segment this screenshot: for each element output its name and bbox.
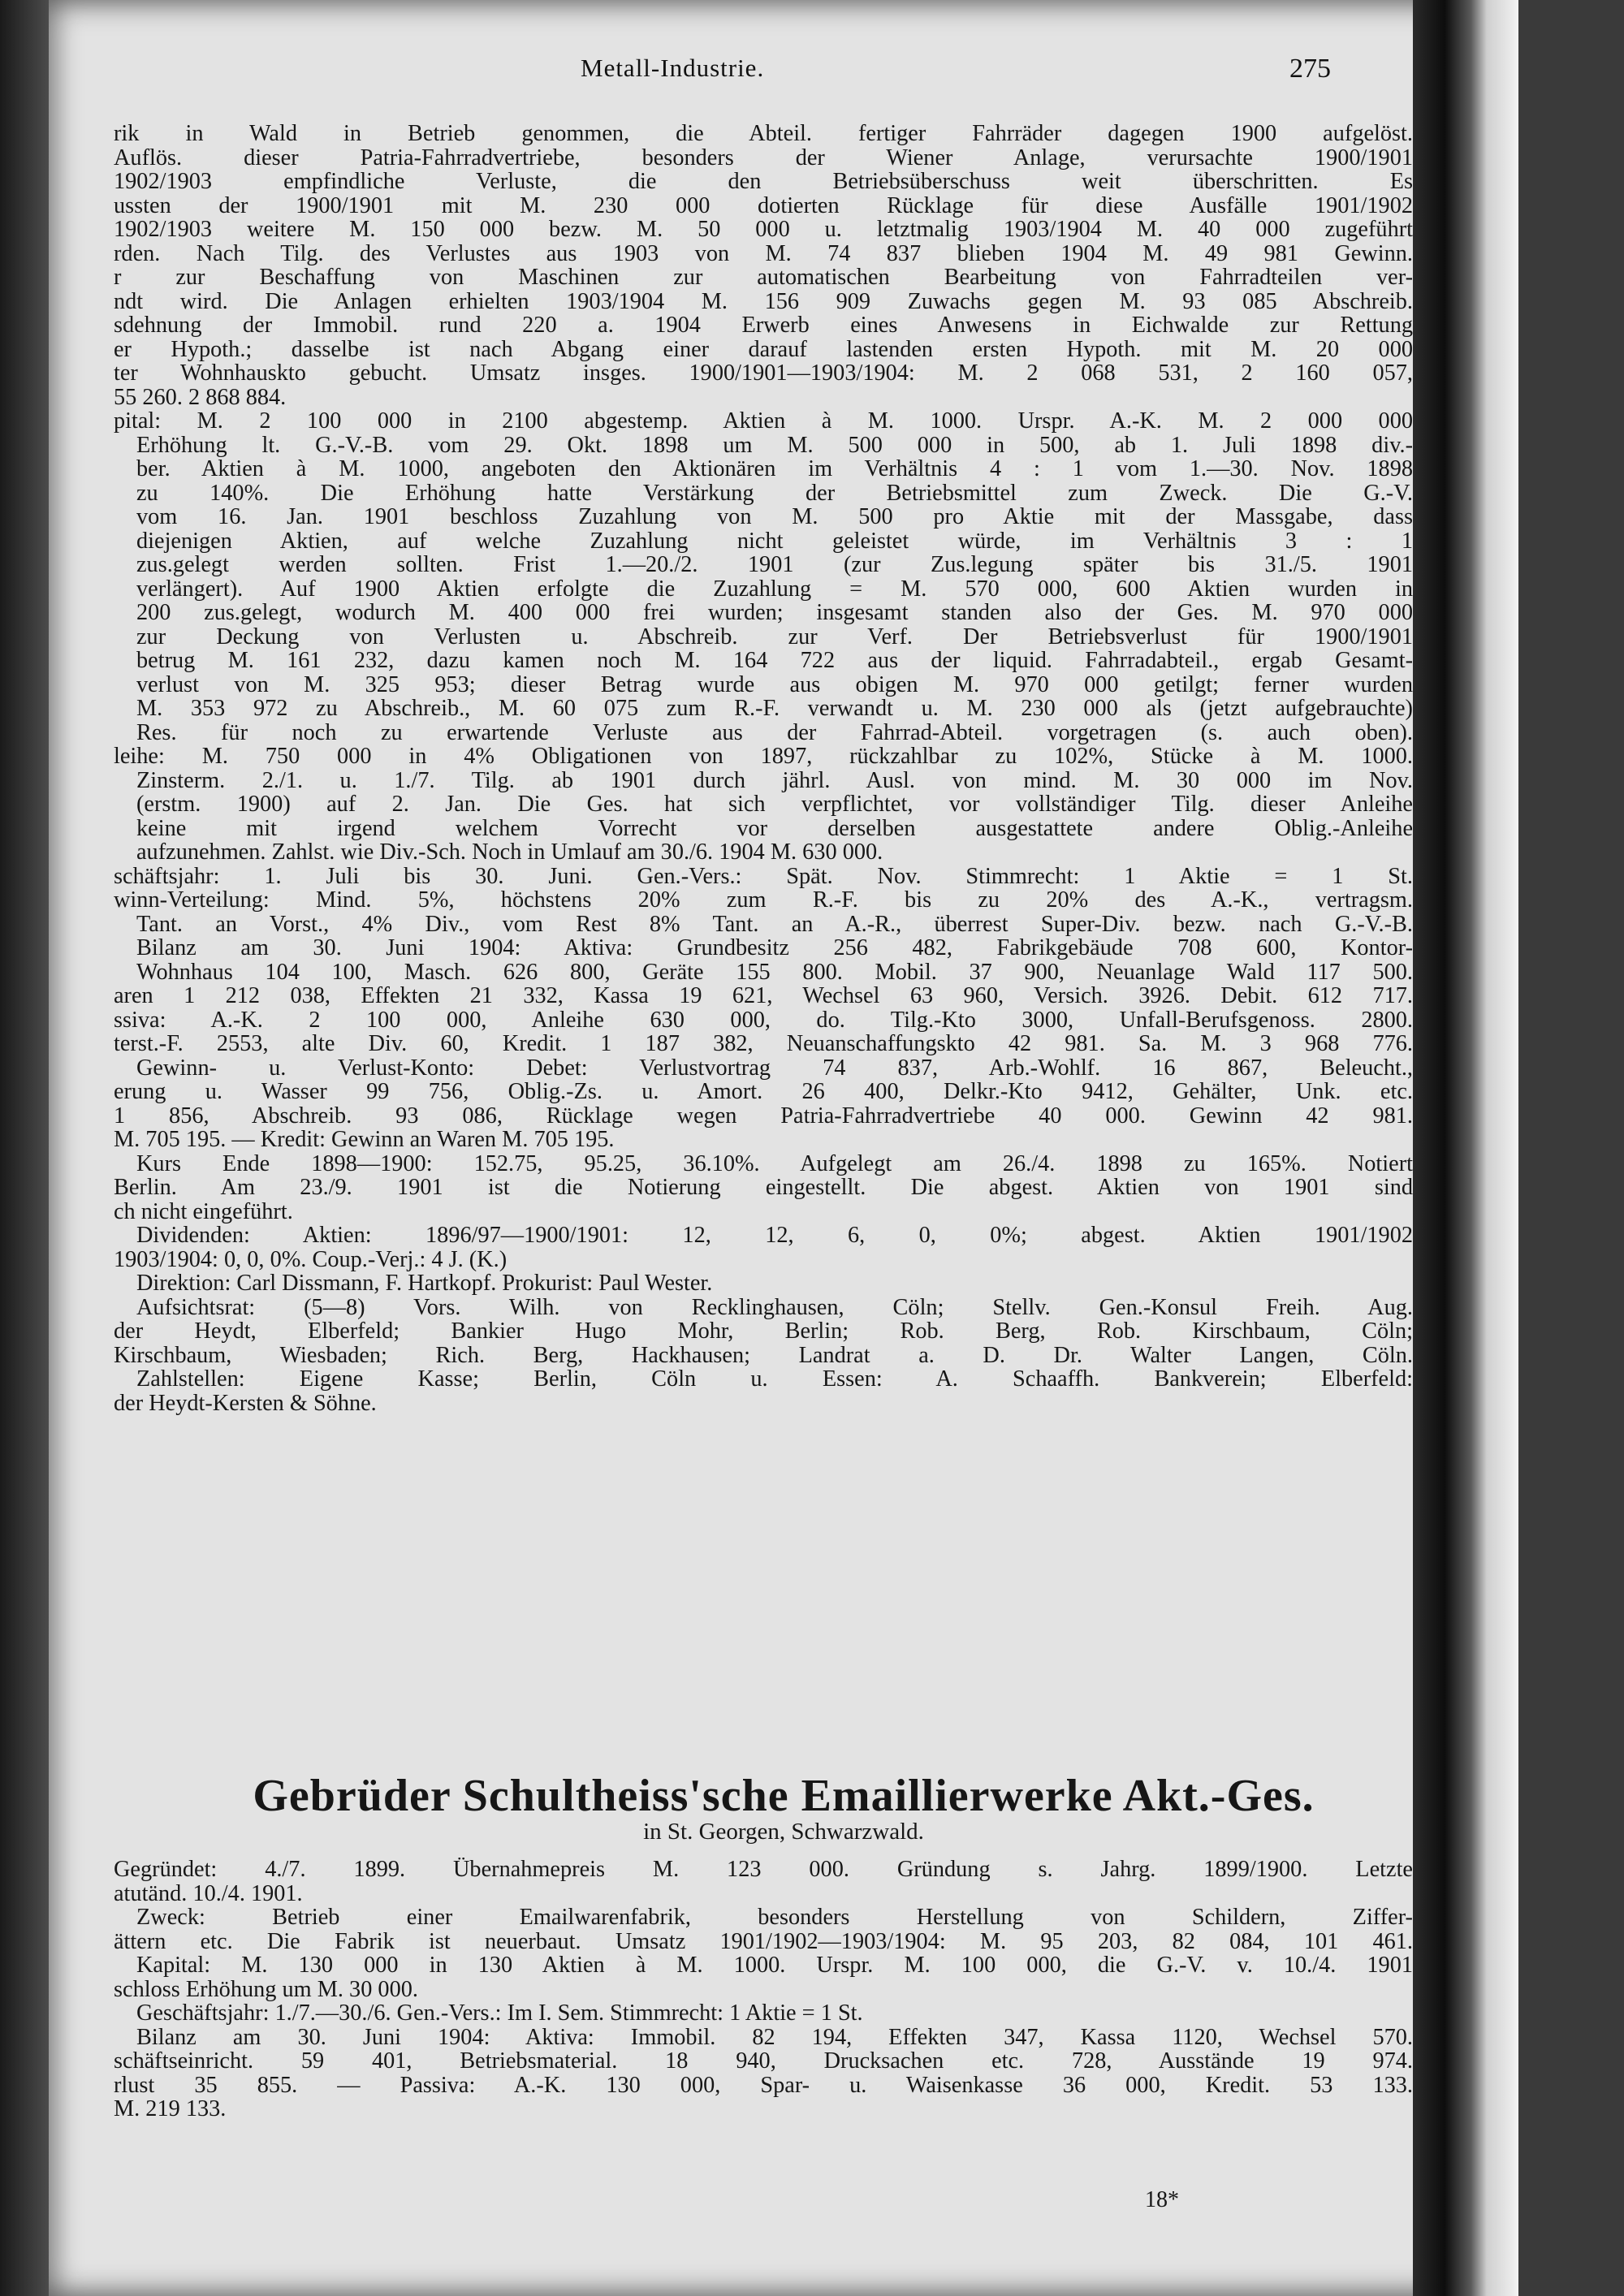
text-line: Gewinn- u. Verlust-Konto: Debet: Verlustvortrag 74 837, Arb.-Wohlf. 16 867, Beleucht.,	[136, 1055, 1413, 1080]
text-line: zus.gelegt werden sollten. Frist 1.—20./2. 1901 (zur Zus.legung später bis 31./5. 1901	[136, 553, 1413, 577]
text-line: verlängert). Auf 1900 Aktien erfolgte die Zuzahlung = M. 570 000, 600 Aktien wurden in	[136, 576, 1413, 601]
text-line: 1903/1904: 0, 0, 0%. Coup.-Verj.: 4 J. (K.)	[114, 1247, 508, 1271]
text-line: ssiva: A.-K. 2 100 000, Anleihe 630 000, do. Tilg.-Kto 3000, Unfall-Berufsgenoss. 2800.	[114, 1008, 1413, 1032]
text-line: sdehnung der Immobil. rund 220 a. 1904 Erwerb eines Anwesens in Eichwalde zur Rettung	[114, 313, 1413, 338]
text-line: rden. Nach Tilg. des Verlustes aus 1903 von M. 74 837 blieben 1904 M. 49 981 Gewinn.	[114, 241, 1413, 265]
text-line: Wohnhaus 104 100, Masch. 626 800, Geräte 155 800. Mobil. 37 900, Neuanlage Wald 117 500.	[136, 960, 1413, 984]
text-line: ter Wohnhauskto gebucht. Umsatz insges. 1900/1901—1903/1904: M. 2 068 531, 2 160 057,	[114, 361, 1413, 386]
text-line: Auflös. dieser Patria-Fahrradvertriebe, besonders der Wiener Anlage, verursachte 1900/1901	[114, 145, 1413, 170]
text-line: Dividenden: Aktien: 1896/97—1900/1901: 12, 12, 6, 0, 0%; abgest. Aktien 1901/1902	[136, 1224, 1413, 1248]
running-head	[49, 54, 1518, 86]
text-line: Tant. an Vorst., 4% Div., vom Rest 8% Tant. an A.-R., überrest Super-Div. bezw. nach G.-V.-B.	[136, 912, 1413, 936]
text-line: rlust 35 855. — Passiva: A.-K. 130 000, Spar- u. Waisenkasse 36 000, Kredit. 53 133.	[114, 2073, 1413, 2097]
text-line: verlust von M. 325 953; dieser Betrag wurde aus obigen M. 970 000 getilgt; ferner wurden	[136, 672, 1413, 697]
text-line: keine mit irgend welchem Vorrecht vor derselben ausgestattete andere Oblig.-Anleihe	[136, 816, 1413, 840]
text-line: aufzunehmen. Zahlst. wie Div.-Sch. Noch in Umlauf am 30./6. 1904 M. 630 000.	[136, 840, 883, 865]
text-line: Geschäftsjahr: 1./7.—30./6. Gen.-Vers.: Im I. Sem. Stimmrecht: 1 Aktie = 1 St.	[136, 2001, 863, 2026]
text-line: erung u. Wasser 99 756, Oblig.-Zs. u. Amort. 26 400, Delkr.-Kto 9412, Gehälter, Unk. etc.	[114, 1080, 1413, 1104]
running-head-title: Metall-Industrie.	[581, 54, 765, 82]
text-line: Zahlstellen: Eigene Kasse; Berlin, Cöln u. Essen: A. Schaaffh. Bankverein; Elberfeld:	[136, 1367, 1413, 1392]
text-line: zu 140%. Die Erhöhung hatte Verstärkung der Betriebsmittel zum Zweck. Die G.-V.	[136, 481, 1413, 505]
text-line: M. 219 133.	[114, 2097, 227, 2121]
text-line: Bilanz am 30. Juni 1904: Aktiva: Immobil. 82 194, Effekten 347, Kassa 1120, Wechsel 570.	[136, 2025, 1413, 2049]
text-line: 1 856, Abschreib. 93 086, Rücklage wegen Patria-Fahrradvertriebe 40 000. Gewinn 42 981.	[114, 1103, 1413, 1128]
book-page	[49, 0, 1518, 2296]
text-line: schäftsjahr: 1. Juli bis 30. Juni. Gen.-Vers.: Spät. Nov. Stimmrecht: 1 Aktie = 1 St.	[114, 864, 1413, 888]
text-line: der Heydt-Kersten & Söhne.	[114, 1391, 377, 1415]
text-line: M. 705 195. — Kredit: Gewinn an Waren M. 705 195.	[114, 1128, 615, 1152]
text-line: Zinsterm. 2./1. u. 1./7. Tilg. ab 1901 durch jährl. Ausl. von mind. M. 30 000 im Nov.	[136, 768, 1413, 792]
company-location: in St. Georgen, Schwarzwald.	[643, 1819, 924, 1845]
text-line: ber. Aktien à M. 1000, angeboten den Aktionären im Verhältnis 4 : 1 vom 1.—30. Nov. 1898	[136, 457, 1413, 481]
scan-left-edge	[0, 0, 49, 2296]
company-entry-text-2	[114, 1858, 1413, 2121]
text-line: ndt wird. Die Anlagen erhielten 1903/1904 M. 156 909 Zuwachs gegen M. 93 085 Abschreib.	[114, 289, 1413, 313]
text-line: vom 16. Jan. 1901 beschloss Zuzahlung von M. 500 pro Aktie mit der Massgabe, dass	[136, 505, 1413, 529]
text-line: pital: M. 2 100 000 in 2100 abgestemp. Aktien à M. 1000. Urspr. A.-K. M. 2 000 000	[114, 409, 1413, 434]
text-line: schäftseinricht. 59 401, Betriebsmaterial. 18 940, Drucksachen etc. 728, Ausstände 19 974.	[114, 2049, 1413, 2074]
text-line: Erhöhung lt. G.-V.-B. vom 29. Okt. 1898 um M. 500 000 in 500, ab 1. Juli 1898 div.-	[136, 433, 1413, 457]
company-entry-text	[114, 122, 1413, 1415]
text-line: Res. für noch zu erwartende Verluste aus der Fahrrad-Abteil. vorgetragen (s. auch oben).	[136, 720, 1413, 744]
scan-right-edge	[1413, 0, 1518, 2296]
text-line: (erstm. 1900) auf 2. Jan. Die Ges. hat sich verpflichtet, vor vollständiger Tilg. dieser Anleihe	[136, 792, 1413, 817]
text-line: Kapital: M. 130 000 in 130 Aktien à M. 1000. Urspr. M. 100 000, die G.-V. v. 10./4. 1901	[136, 1953, 1413, 1978]
text-line: ussten der 1900/1901 mit M. 230 000 dotierten Rücklage für diese Ausfälle 1901/1902	[114, 193, 1413, 218]
text-line: 1902/1903 weitere M. 150 000 bezw. M. 50 000 u. letztmalig 1903/1904 M. 40 000 zugeführt	[114, 218, 1413, 242]
text-line: winn-Verteilung: Mind. 5%, höchstens 20% zum R.-F. bis zu 20% des A.-K., vertragsm.	[114, 888, 1413, 913]
text-line: Bilanz am 30. Juni 1904: Aktiva: Grundbesitz 256 482, Fabrikgebäude 708 600, Kontor-	[136, 936, 1413, 960]
page-number: 275	[1289, 54, 1331, 84]
text-line: zur Deckung von Verlusten u. Abschreib. zur Verf. Der Betriebsverlust für 1900/1901	[136, 624, 1413, 649]
text-line: ättern etc. Die Fabrik ist neuerbaut. Umsatz 1901/1902—1903/1904: M. 95 203, 82 084, 101 461.	[114, 1929, 1413, 1953]
text-line: Direktion: Carl Dissmann, F. Hartkopf. Prokurist: Paul Wester.	[136, 1271, 713, 1296]
signature-mark: 18*	[1145, 2187, 1179, 2212]
text-line: 55 260. 2 868 884.	[114, 385, 287, 409]
text-line: diejenigen Aktien, auf welche Zuzahlung nicht geleistet würde, im Verhältnis 3 : 1	[136, 529, 1413, 553]
text-line: rik in Wald in Betrieb genommen, die Abteil. fertiger Fahrräder dagegen 1900 aufgelöst.	[114, 122, 1413, 146]
text-line: atutänd. 10./4. 1901.	[114, 1881, 303, 1905]
text-line: Gegründet: 4./7. 1899. Übernahmepreis M. 123 000. Gründung s. Jahrg. 1899/1900. Letzte	[114, 1858, 1413, 1882]
text-line: M. 353 972 zu Abschreib., M. 60 075 zum R.-F. verwandt u. M. 230 000 als (jetzt aufgebrauchte)	[136, 697, 1413, 721]
text-line: Aufsichtsrat: (5—8) Vors. Wilh. von Recklinghausen, Cöln; Stellv. Gen.-Konsul Freih. Aug.	[136, 1295, 1413, 1319]
text-line: r zur Beschaffung von Maschinen zur automatischen Bearbeitung von Fahrradteilen ver-	[114, 265, 1413, 290]
text-line: 1902/1903 empfindliche Verluste, die den Betriebsüberschuss weit überschritten. Es	[114, 170, 1413, 194]
company-title: Gebrüder Schultheiss'sche Emaillierwerke Akt.-Ges.	[253, 1771, 1315, 1821]
text-line: schloss Erhöhung um M. 30 000.	[114, 1977, 418, 2001]
text-line: Berlin. Am 23./9. 1901 ist die Notierung eingestellt. Die abgest. Aktien von 1901 sind	[114, 1176, 1413, 1200]
text-line: Kurs Ende 1898—1900: 152.75, 95.25, 36.10%. Aufgelegt am 26./4. 1898 zu 165%. Notiert	[136, 1151, 1413, 1176]
text-line: ch nicht eingeführt.	[114, 1199, 293, 1224]
text-line: Zweck: Betrieb einer Emailwarenfabrik, besonders Herstellung von Schildern, Ziffer-	[136, 1905, 1413, 1930]
text-line: 200 zus.gelegt, wodurch M. 400 000 frei wurden; insgesamt standen also der Ges. M. 970 000	[136, 601, 1413, 625]
text-line: betrug M. 161 232, dazu kamen noch M. 164 722 aus der liquid. Fahrradabteil., ergab Gesamt-	[136, 649, 1413, 673]
text-line: Kirschbaum, Wiesbaden; Rich. Berg, Hackhausen; Landrat a. D. Dr. Walter Langen, Cöln.	[114, 1343, 1413, 1367]
text-line: der Heydt, Elberfeld; Bankier Hugo Mohr, Berlin; Rob. Berg, Rob. Kirschbaum, Cöln;	[114, 1319, 1413, 1344]
text-line: terst.-F. 2553, alte Div. 60, Kredit. 1 187 382, Neuanschaffungskto 42 981. Sa. M. 3 968 776.	[114, 1032, 1413, 1056]
text-line: leihe: M. 750 000 in 4% Obligationen von 1897, rückzahlbar zu 102%, Stücke à M. 1000.	[114, 744, 1413, 769]
text-line: er Hypoth.; dasselbe ist nach Abgang einer darauf lastenden ersten Hypoth. mit M. 20 000	[114, 337, 1413, 361]
text-line: aren 1 212 038, Effekten 21 332, Kassa 19 621, Wechsel 63 960, Versich. 3926. Debit. 612 717.	[114, 984, 1413, 1008]
